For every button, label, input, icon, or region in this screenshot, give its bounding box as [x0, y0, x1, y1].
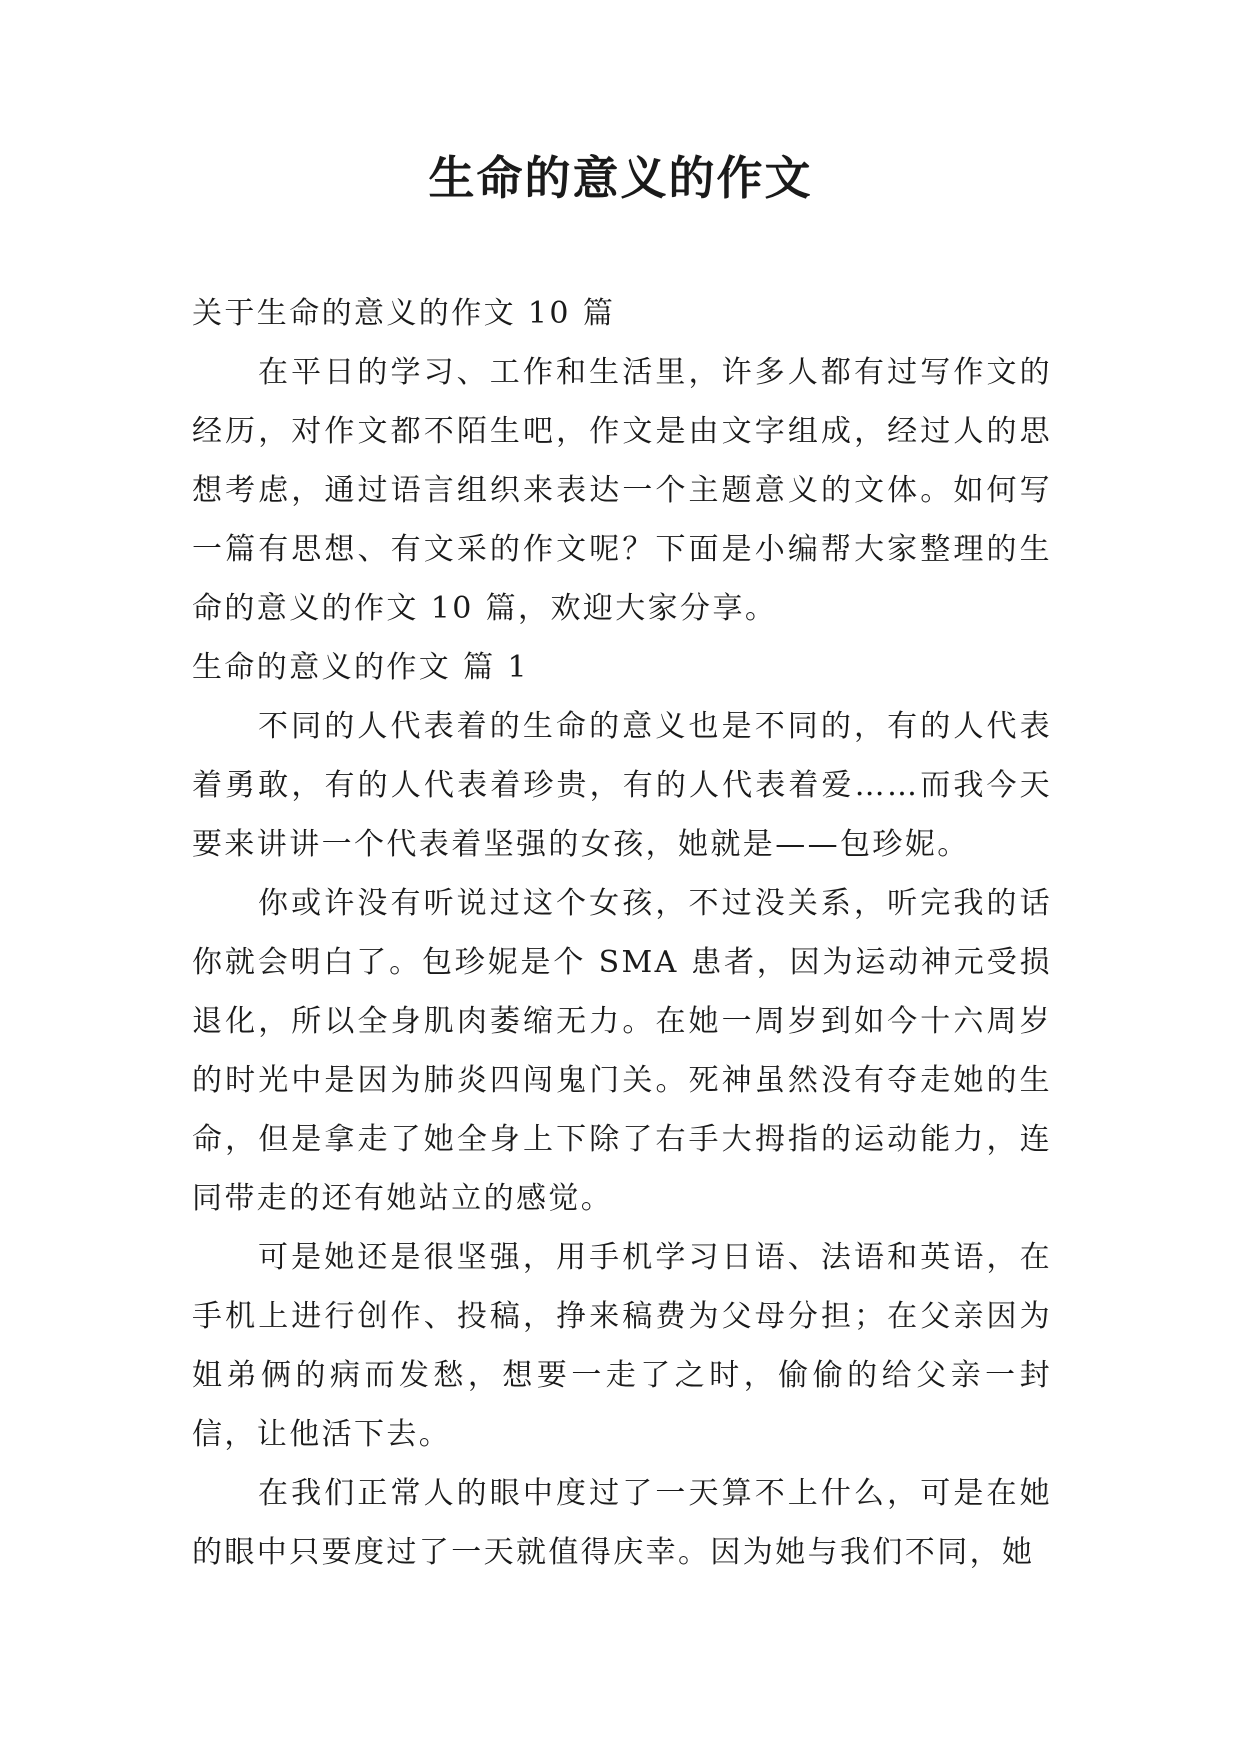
- document-subtitle: 关于生命的意义的作文 10 篇: [192, 296, 616, 331]
- body-paragraph: 可是她还是很坚强，用手机学习日语、法语和英语，在手机上进行创作、投稿，挣来稿费为父母分担；在父亲因为姐弟俩的病而发愁，想要一走了之时，偷偷的给父亲一封信，让他活下去。: [192, 1240, 1052, 1452]
- intro-paragraph: 在平日的学习、工作和生活里，许多人都有过写作文的经历，对作文都不陌生吧，作文是由文字组成，经过人的思想考虑，通过语言组织来表达一个主题意义的文体。如何写一篇有思想、有文采的作文呢？下面是小编帮大家整理的生命的意义的作文 10 篇，欢迎大家分享。: [192, 355, 1052, 626]
- document-title: 生命的意义的作文: [428, 151, 813, 205]
- body-paragraph: 在我们正常人的眼中度过了一天算不上什么，可是在她的眼中只要度过了一天就值得庆幸。因为她与我们不同，她: [192, 1476, 1052, 1570]
- body-paragraph: 你或许没有听说过这个女孩，不过没关系，听完我的话你就会明白了。包珍妮是个 SMA 患者，因为运动神元受损退化，所以全身肌肉萎缩无力。在她一周岁到如今十六周岁的时光中是因为肺炎四闯鬼门关。死神虽然没有夺走她的生命，但是拿走了她全身上下除了右手大拇指的运动能力，连同带走的还有她站立的感觉。: [192, 886, 1052, 1216]
- document-body: [192, 284, 1052, 1582]
- section-heading: 生命的意义的作文 篇 1: [192, 650, 529, 685]
- body-paragraph: 不同的人代表着的生命的意义也是不同的，有的人代表着勇敢，有的人代表着珍贵，有的人代表着爱……而我今天要来讲讲一个代表着坚强的女孩，她就是——包珍妮。: [192, 709, 1052, 862]
